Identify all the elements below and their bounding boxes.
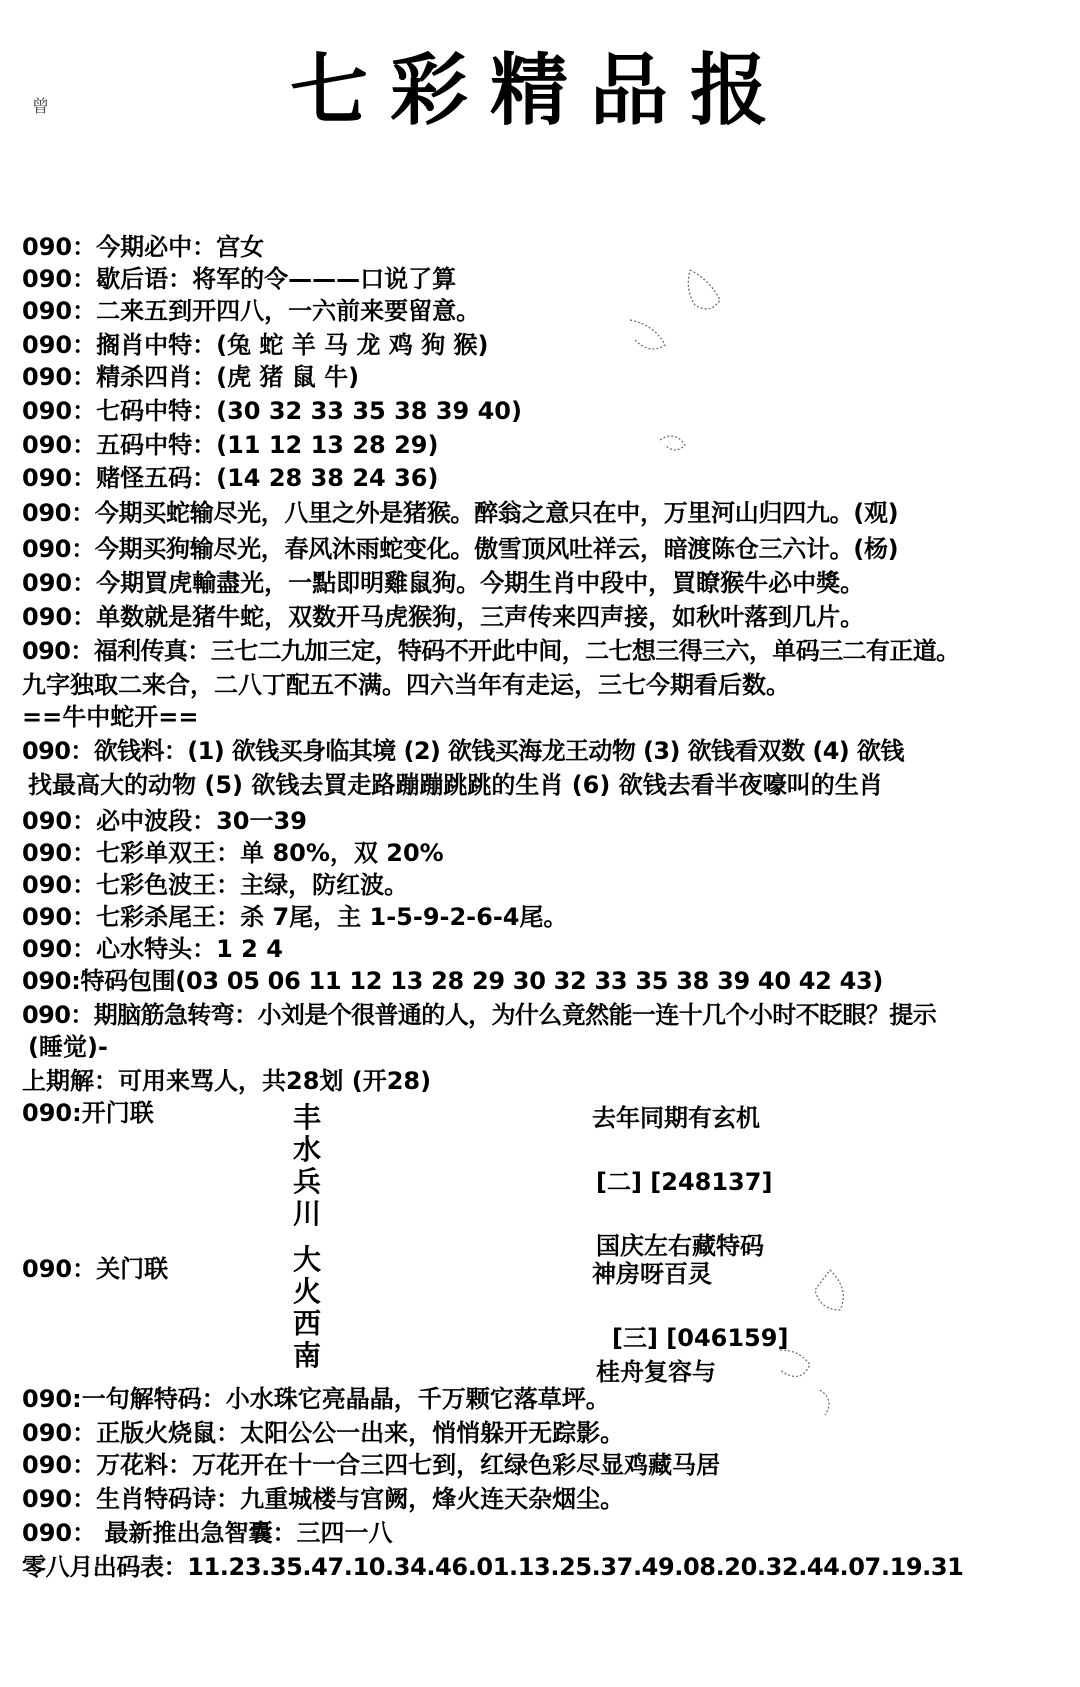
scan-noise bbox=[620, 250, 800, 470]
couplet-char: 火 bbox=[292, 1275, 321, 1308]
close-couplet bbox=[290, 1244, 324, 1372]
couplet-char: 川 bbox=[292, 1197, 321, 1230]
text-line: 上期解：可用来骂人，共28划 (开28) bbox=[22, 1067, 432, 1095]
text-line: 090：福利传真：三七二九加三定，特码不开此中间，二七想三得三六，单码三二有正道。 bbox=[22, 637, 960, 665]
right-text: 国庆左右藏特码 bbox=[596, 1232, 764, 1260]
draw-table-line: 零八月出码表：11.23.35.47.10.34.46.01.13.25.37.49.08.20.32.44.07.19.31 bbox=[22, 1553, 964, 1581]
text-line: 090：歇后语：将军的令———口说了算 bbox=[22, 265, 457, 293]
open-couplet-label: 090:开门联 bbox=[22, 1099, 154, 1127]
corner-mark: 曾 bbox=[32, 97, 49, 117]
text-line: 090：七彩色波王：主绿，防红波。 bbox=[22, 871, 409, 899]
close-couplet-label: 090：关门联 bbox=[22, 1255, 169, 1283]
text-line: 090：搁肖中特：(兔 蛇 羊 马 龙 鸡 狗 猴) bbox=[22, 331, 489, 359]
text-line: 090：万花料：万花开在十一合三四七到，红绿色彩尽显鸡藏马居 bbox=[22, 1451, 721, 1479]
text-line: 090：欲钱料：(1) 欲钱买身临其境 (2) 欲钱买海龙王动物 (3) 欲钱看双数 (4) 欲钱 bbox=[22, 737, 904, 765]
text-line: 090：生肖特码诗：九重城楼与宫阙，烽火连天杂烟尘。 bbox=[22, 1485, 625, 1513]
text-line: 090：二来五到开四八，一六前来要留意。 bbox=[22, 297, 481, 325]
right-text: [二] [248137] bbox=[596, 1168, 773, 1196]
couplet-char: 丰 bbox=[292, 1101, 321, 1134]
text-line: 090：七彩杀尾王：杀 7尾，主 1-5-9-2-6-4尾。 bbox=[22, 903, 568, 931]
text-line: 090：今期必中：宫女 bbox=[22, 233, 265, 261]
text-line: 090：五码中特：(11 12 13 28 29) bbox=[22, 431, 439, 459]
text-line: 090:特码包围(03 05 06 11 12 13 28 29 30 32 33 35 38 39 40 42 43) bbox=[22, 967, 884, 995]
right-text: 桂舟复容与 bbox=[596, 1358, 716, 1386]
text-line: 找最高大的动物 (5) 欲钱去買走路蹦蹦跳跳的生肖 (6) 欲钱去看半夜嚎叫的生肖 bbox=[28, 771, 883, 799]
text-line: 090：心水特头：1 2 4 bbox=[22, 935, 283, 963]
text-line: 090： 最新推出急智囊：三四一八 bbox=[22, 1519, 393, 1547]
text-line: 090：必中波段：30一39 bbox=[22, 807, 307, 835]
couplet-char: 水 bbox=[292, 1133, 321, 1166]
open-couplet bbox=[290, 1102, 324, 1230]
text-line: 090：正版火烧鼠：太阳公公一出来，悄悄躲开无踪影。 bbox=[22, 1419, 625, 1447]
text-line: 090：七码中特：(30 32 33 35 38 39 40) bbox=[22, 397, 522, 425]
couplet-char: 南 bbox=[292, 1339, 321, 1372]
right-text: 神房呀百灵 bbox=[592, 1260, 712, 1288]
text-line: 090：期脑筋急转弯：小刘是个很普通的人，为什么竟然能一连十几个小时不眨眼？提示 bbox=[22, 1001, 937, 1029]
couplet-char: 兵 bbox=[292, 1165, 321, 1198]
text-line: 090：精杀四肖：(虎 猪 鼠 牛) bbox=[22, 363, 360, 391]
text-line: 090：七彩单双王：单 80%，双 20% bbox=[22, 839, 444, 867]
text-line: 090：今期買虎輸盡光，一點即明雞鼠狗。今期生肖中段中，買瞭猴牛必中獎。 bbox=[22, 569, 865, 597]
text-line: 九字独取二来合，二八丁配五不满。四六当年有走运，三七今期看后数。 bbox=[22, 671, 790, 699]
section-divider: ==牛中蛇开== bbox=[22, 703, 199, 731]
couplet-char: 西 bbox=[292, 1307, 321, 1340]
right-text: 去年同期有玄机 bbox=[592, 1104, 760, 1132]
page-title: 七彩精品报 bbox=[289, 45, 790, 136]
right-text: [三] [046159] bbox=[612, 1324, 789, 1352]
text-line: 090：单数就是猪牛蛇，双数开马虎猴狗，三声传来四声接，如秋叶落到几片。 bbox=[22, 603, 865, 631]
text-line: (睡觉)- bbox=[28, 1033, 108, 1061]
text-line: 090:一句解特码：小水珠它亮晶晶，千万颗它落草坪。 bbox=[22, 1385, 610, 1413]
couplet-char: 大 bbox=[292, 1243, 321, 1276]
text-line: 090：今期买狗输尽光，春风沐雨蛇变化。傲雪顶风吐祥云，暗渡陈仓三六计。(杨) bbox=[22, 535, 899, 563]
text-line: 090：今期买蛇输尽光，八里之外是猪猴。醉翁之意只在中，万里河山归四九。(观) bbox=[22, 499, 899, 527]
text-line: 090：赌怪五码：(14 28 38 24 36) bbox=[22, 464, 439, 492]
